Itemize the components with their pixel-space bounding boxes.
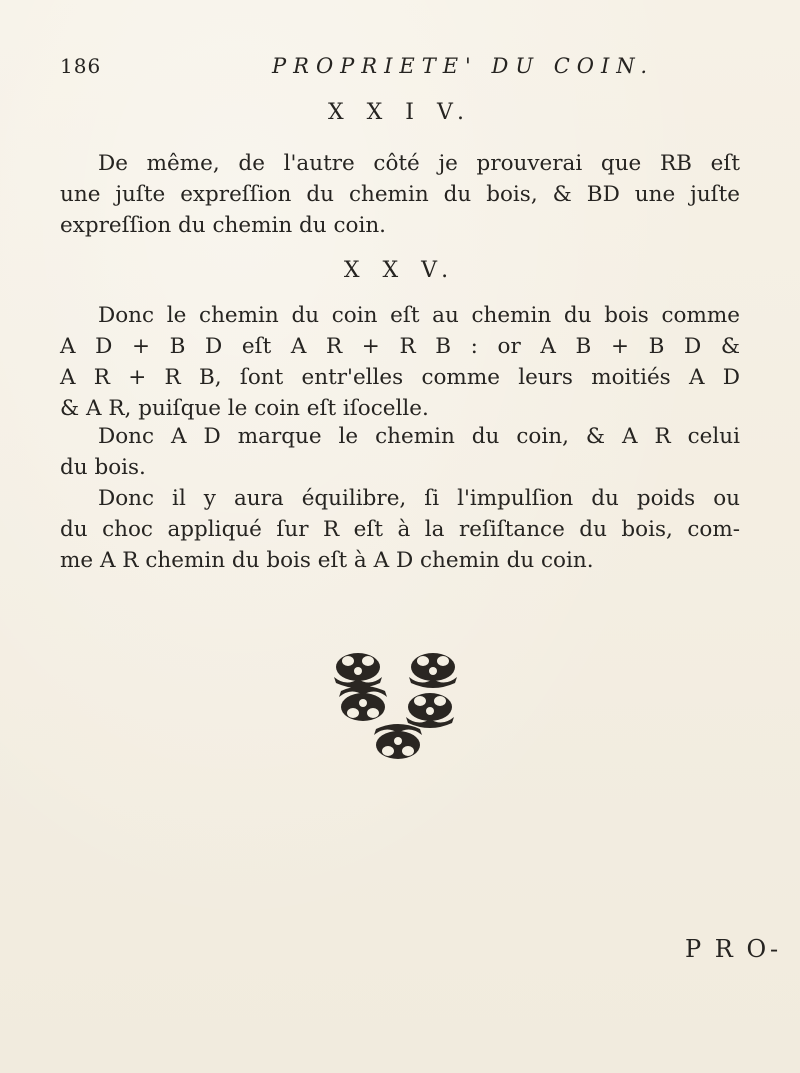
- text-line: De même, de l'autre côté je prouverai que RB eſt: [98, 151, 740, 176]
- paragraph: [60, 148, 740, 241]
- catchword: P R O-: [685, 935, 782, 963]
- text-line: Donc il y aura équilibre, ſi l'impulſion du poids ou: [98, 486, 740, 511]
- section-heading-xxv: X X V.: [343, 258, 457, 283]
- paragraph: [60, 483, 740, 576]
- fleuron-ornament-icon: [318, 645, 478, 765]
- text-line: me A R chemin du bois eſt à A D chemin du coin.: [60, 548, 594, 573]
- text-line: du bois.: [60, 455, 146, 480]
- text-line: A D + B D eſt A R + R B : or A B + B D &: [60, 334, 740, 359]
- text-line: expreſſion du chemin du coin.: [60, 213, 387, 238]
- page-number: 186: [60, 54, 102, 78]
- section-heading-xxiv: X X I V.: [327, 100, 473, 125]
- paragraph: [60, 300, 740, 424]
- text-line: Donc A D marque le chemin du coin, & A R celui: [98, 424, 740, 449]
- text-line: du choc appliqué ſur R eſt à la reſiſtance du bois, com-: [60, 517, 740, 542]
- text-line: A R + R B, ſont entr'elles comme leurs moitiés A D: [60, 365, 740, 390]
- text-line: Donc le chemin du coin eſt au chemin du bois comme: [98, 303, 740, 328]
- text-line: & A R, puiſque le coin eſt iſocelle.: [60, 396, 429, 421]
- text-line: une juſte expreſſion du chemin du bois, & BD une juſte: [60, 182, 740, 207]
- page-header: [60, 48, 700, 88]
- paragraph: [60, 421, 740, 483]
- running-title: PROPRIETE' DU COIN.: [272, 54, 655, 78]
